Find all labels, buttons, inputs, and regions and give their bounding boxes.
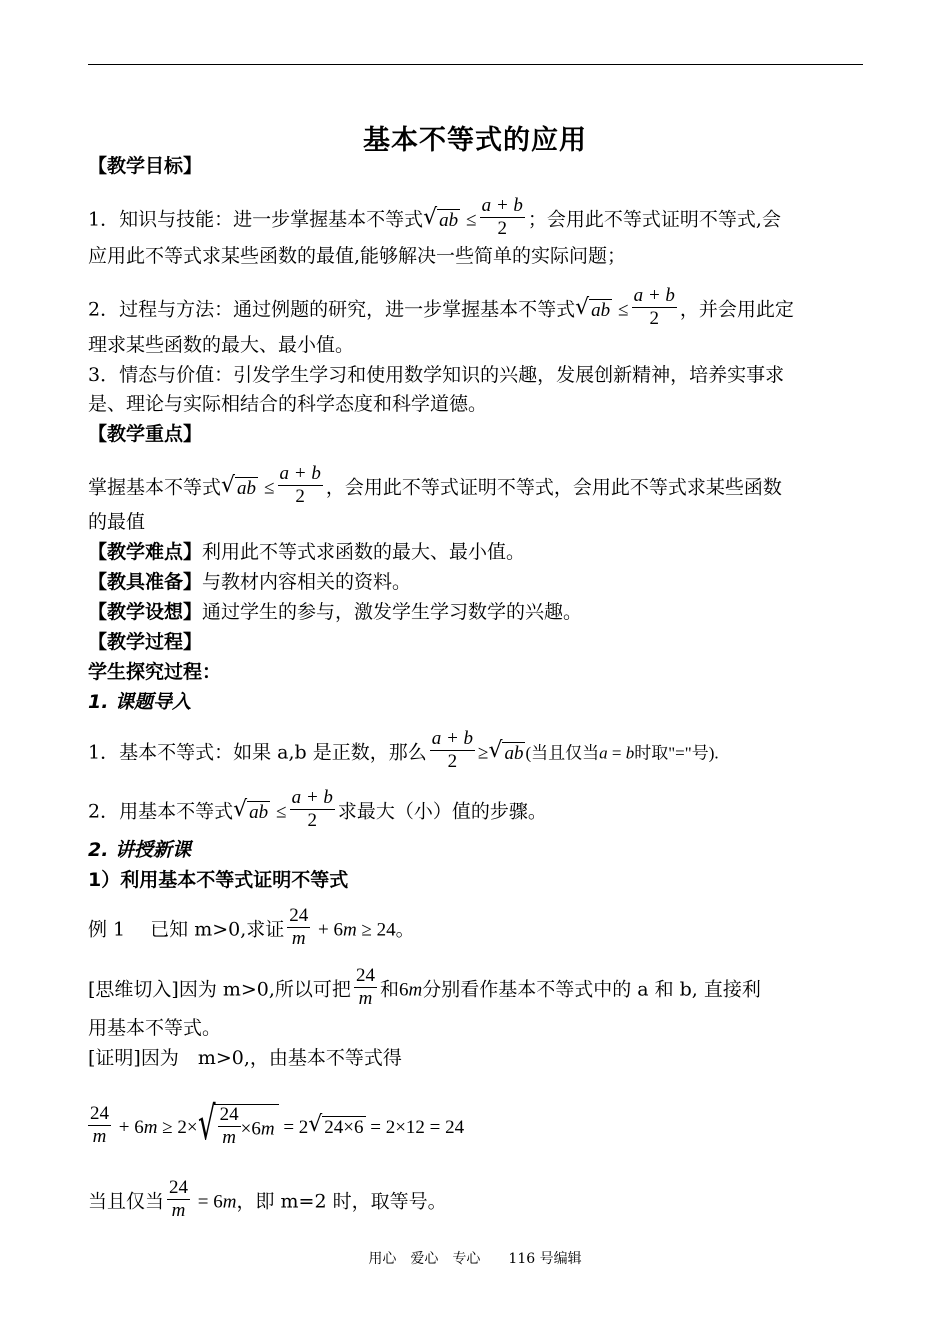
- intro-item-1: 1．基本不等式：如果 a,b 是正数，那么 $\frac{a + b}{2}$ ≥ √ ab (当且仅当a = b时取"="号).: [88, 728, 719, 772]
- heading-intro: 1. 课题导入: [88, 691, 192, 713]
- fraction-24-over-m: $\frac{24}{m}$: [169, 1177, 189, 1221]
- tools-line: 【教具准备】与教材内容相关的资料。: [88, 571, 412, 593]
- key-line-1: 掌握基本不等式 √ ab ≤ $\frac{a + b}{2}$ ，会用此不等式证明不等式，会用此不等式求某些函数: [88, 463, 782, 507]
- sqrt-ab: √ ab: [575, 294, 611, 321]
- design-line: 【教学设想】通过学生的参与，激发学生学习数学的兴趣。: [88, 601, 583, 623]
- heading-new-lesson: 2. 讲授新课: [88, 839, 192, 861]
- fraction-a-plus-b-over-2: $\frac{a + b}{2}$: [481, 195, 523, 239]
- sqrt-24-over-m-times-6m: √ $\frac{24}{m}$ ×6m: [198, 1104, 279, 1152]
- goal-1-line-2: 应用此不等式求某些函数的最值,能够解决一些简单的实际问题；: [88, 245, 627, 267]
- goal-3-line-2: 是、理论与实际相结合的科学态度和科学道德。: [88, 393, 488, 415]
- sqrt-24x6: √ 24×6: [308, 1112, 364, 1138]
- difficulty-line: 【教学难点】利用此不等式求函数的最大、最小值。: [88, 541, 526, 563]
- sqrt-ab: √ ab: [423, 204, 459, 231]
- page-title: 基本不等式的应用: [363, 125, 587, 156]
- fraction-24-over-m: $\frac{24}{m}$: [355, 965, 375, 1009]
- heading-student-exploration: 学生探究过程：: [88, 661, 222, 683]
- fraction-a-plus-b-over-2: $\frac{a + b}{2}$: [291, 787, 333, 831]
- proof-line-1: [证明]因为 m>0,，由基本不等式得: [88, 1047, 402, 1069]
- heading-key-points: 【教学重点】: [88, 423, 203, 445]
- equality-condition: 当且仅当 $\frac{24}{m}$ = 6m，即 m=2 时，取等号。: [88, 1177, 447, 1221]
- fraction-24-over-m: $\frac{24}{m}$: [90, 1102, 109, 1147]
- intro-item-2: 2．用基本不等式 √ ab ≤ $\frac{a + b}{2}$ 求最大（小）值的步骤。: [88, 787, 547, 831]
- sqrt-ab: √ ab: [221, 472, 257, 499]
- fraction-24-over-m: $\frac{24}{m}$: [289, 905, 309, 949]
- proof-equation: $\frac{24}{m}$ + 6m ≥ 2× √ $\frac{24}{m}$ ×6m = 2 √ 24×6 = 2×12 = 24: [90, 1096, 465, 1150]
- fraction-a-plus-b-over-2: $\frac{a + b}{2}$: [431, 728, 474, 772]
- fraction-a-plus-b-over-2: $\frac{a + b}{2}$: [279, 463, 321, 507]
- heading-prove-inequality: 1）利用基本不等式证明不等式: [88, 869, 349, 891]
- fraction-a-plus-b-over-2: $\frac{a + b}{2}$: [633, 285, 675, 329]
- page-footer: 用心 爱心 专心 116 号编辑: [368, 1251, 582, 1267]
- key-line-2: 的最值: [88, 511, 146, 533]
- heading-teaching-goals: 【教学目标】: [88, 155, 203, 177]
- thinking-line-2: 用基本不等式。: [88, 1017, 222, 1039]
- header-rule: [88, 64, 863, 65]
- sqrt-ab: √ ab: [233, 796, 269, 823]
- goal-3-line-1: 3．情态与价值：引发学生学习和使用数学知识的兴趣，发展创新精神，培养实事求: [88, 364, 785, 386]
- heading-teaching-process: 【教学过程】: [88, 631, 203, 653]
- goal-2-line-1: 2．过程与方法：通过例题的研究，进一步掌握基本不等式 √ ab ≤ $\frac{a + b}{2}$ ，并会用此定: [88, 285, 794, 329]
- example-1: 例 1 已知 m>0,求证 $\frac{24}{m}$ + 6m ≥ 24。: [88, 905, 415, 949]
- goal-2-line-2: 理求某些函数的最大、最小值。: [88, 334, 355, 356]
- sqrt-ab: √ ab: [488, 737, 524, 764]
- thinking-line-1: [思维切入]因为 m>0,所以可把 $\frac{24}{m}$ 和6m分别看作基本不等式中的 a 和 b, 直接利: [88, 965, 761, 1009]
- goal-1-line-1: 1．知识与技能：进一步掌握基本不等式 √ ab ≤ $\frac{a + b}{2}$ ；会用此不等式证明不等式,会: [88, 195, 781, 239]
